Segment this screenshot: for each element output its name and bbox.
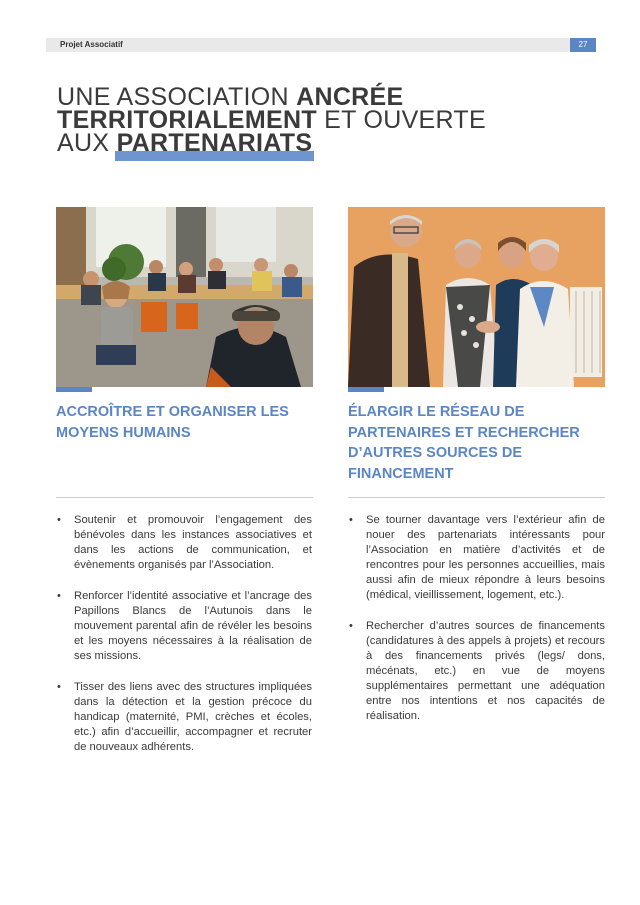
bullet-icon: • <box>349 620 353 632</box>
bullet-icon: • <box>57 681 61 693</box>
title-line2-thin: ET OUVERTE <box>316 106 486 134</box>
title-line3-thin: AUX <box>57 129 117 157</box>
list-item-text: Se tourner davantage vers l’extérieur afin de nouer des partenariats intéressants pour l’Association en matière d’activités et de rencontres pour les personnes accueillies, mais aussi afin de mieux répondre à leurs besoins (médical, vieillissement, logement, etc.). <box>366 514 605 601</box>
title-line1-thin: UNE ASSOCIATION <box>57 83 297 111</box>
list-item-text: Renforcer l’identité associative et l’ancrage des Papillons Blancs de l’Autunois dans le mouvement parental afin de révéler les besoins et les moyens nécessaires à la réalisation de ses missions. <box>74 590 312 662</box>
list-item <box>56 513 312 573</box>
header-label: Projet Associatif <box>60 40 123 49</box>
list-item-text: Tisser des liens avec des structures impliquées dans la détection et la gestion précoce du handicap (maternité, PMI, crèches et écoles, etc.) afin d’accueillir, accompagner et recruter de nouveaux adhérents. <box>74 681 312 753</box>
list-item <box>348 619 605 724</box>
title-line1-bold: ANCRÉE <box>296 83 404 111</box>
bullet-icon: • <box>57 514 61 526</box>
left-divider <box>56 497 313 498</box>
left-heading: ACCROÎTRE ET ORGANISER LES MOYENS HUMAINS <box>56 404 289 441</box>
list-item <box>56 589 312 664</box>
right-bullet-list <box>348 513 605 724</box>
left-bullet-list <box>56 513 312 755</box>
left-accent-bar <box>56 387 92 392</box>
list-item <box>348 513 605 603</box>
page-title <box>57 83 577 157</box>
right-heading: ÉLARGIR LE RÉSEAU DE PARTENAIRES ET RECHERCHER D’AUTRES SOURCES DE FINANCEMENT <box>348 404 580 482</box>
header-bar <box>46 38 596 52</box>
title-line3-bold: PARTENARIATS <box>116 129 313 157</box>
title-line2-bold: TERRITORIALEMENT <box>57 106 317 134</box>
list-item <box>56 680 312 755</box>
right-column <box>348 513 605 740</box>
group-meeting-photo <box>56 207 313 387</box>
right-accent-bar <box>348 387 384 392</box>
list-item-text: Soutenir et promouvoir l’engagement des bénévoles dans les instances associatives et dans les actions de communication, et évènements organisés par l’Association. <box>74 514 312 571</box>
partners-photo <box>348 207 605 387</box>
page-number: 27 <box>570 38 596 52</box>
list-item-text: Rechercher d’autres sources de financements (candidatures à des appels à projets) et recours à des financements privés (legs/ dons, mécénats, etc.) en vue de moyens supplémentaires permettant une adéquation entre nos intentions et nos capacités de réalisation. <box>366 620 605 722</box>
left-column <box>56 513 312 771</box>
bullet-icon: • <box>57 590 61 602</box>
right-divider <box>348 497 605 498</box>
bullet-icon: • <box>349 514 353 526</box>
